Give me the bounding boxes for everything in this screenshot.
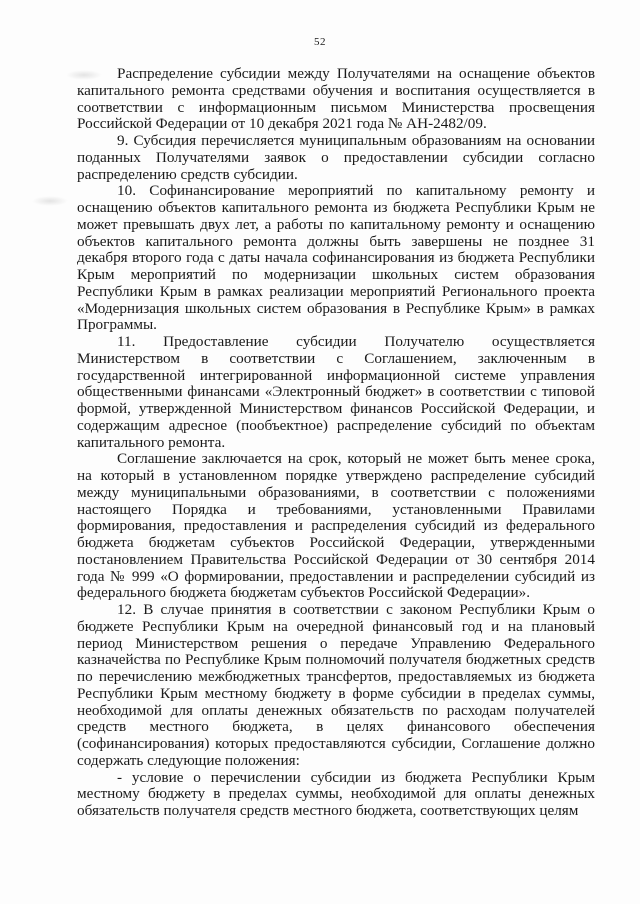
document-body <box>77 66 595 820</box>
paragraph-9: 9. Субсидия перечисляется муниципальным образованиям на основании поданных Получателями заявок о предоставлении субсидии согласно распределению средств субсидии. <box>77 132 595 183</box>
paragraph-10: 10. Софинансирование мероприятий по капитальному ремонту и оснащению объектов капитального ремонта из бюджета Республики Крым не может превышать двух лет, а работы по капитальному ремонту и оснащению объектов капитального ремонта должны быть завершены не позднее 31 декабря второго года с даты начала софинансирования из бюджета Республики Крым мероприятий по модернизации школьных систем образования Республики Крым в рамках реализации мероприятий Регионального проекта «Модернизация школьных систем образования в Республике Крым» в рамках Программы. <box>77 182 595 334</box>
list-item-condition: - условие о перечислении субсидии из бюджета Республики Крым местному бюджету в пределах суммы, необходимой для оплаты денежных обязательств получателя средств местного бюджета, соответствующих целям <box>77 768 595 819</box>
paragraph-agreement-term: Соглашение заключается на срок, который не может быть менее срока, на который в установленном порядке утверждено распределение субсидий между муниципальными образованиями, в соответствии с положениями настоящего Порядка и требованиями, установленными Правилами формирования, предоставления и распределения субсидий из федерального бюджета бюджетам субъектов Российской Федерации, утвержденными постановлением Правительства Российской Федерации от 30 сентября 2014 года № 999 «О формировании, предоставлении и распределении субсидий из федерального бюджета бюджетам субъектов Российской Федерации». <box>77 450 595 602</box>
paragraph-distribution: Распределение субсидии между Получателями на оснащение объектов капитального ремонта средствами обучения и воспитания осуществляется в соответствии с информационным письмом Министерства просвещения Российской Федерации от 10 декабря 2021 года № АН-2482/09. <box>77 65 595 133</box>
paragraph-12: 12. В случае принятия в соответствии с законом Республики Крым о бюджете Республики Крым на очередной финансовый год и на плановый период Министерством решения о передаче Управлению Федерального казначейства по Республике Крым полномочий получателя бюджетных средств по перечислению межбюджетных трансфертов, предоставляемых из бюджета Республики Крым местному бюджету в форме субсидии в пределах суммы, необходимой для оплаты денежных обязательств по расходам получателей средств местного бюджета, в целях финансового обеспечения (софинансирования) которых предоставляются субсидии, Соглашение должно содержать следующие положения: <box>77 601 595 769</box>
paragraph-11: 11. Предоставление субсидии Получателю осуществляется Министерством в соответствии с Соглашением, заключенным в государственной интегрированной информационной системе управления общественными финансами «Электронный бюджет» в соответствии с типовой формой, утвержденной Министерством финансов Российской Федерации, и содержащим адресное (пообъектное) распределение субсидий по объектам капитального ремонта. <box>77 333 595 451</box>
page-number: 52 <box>314 36 326 48</box>
scan-artifact <box>32 196 68 206</box>
